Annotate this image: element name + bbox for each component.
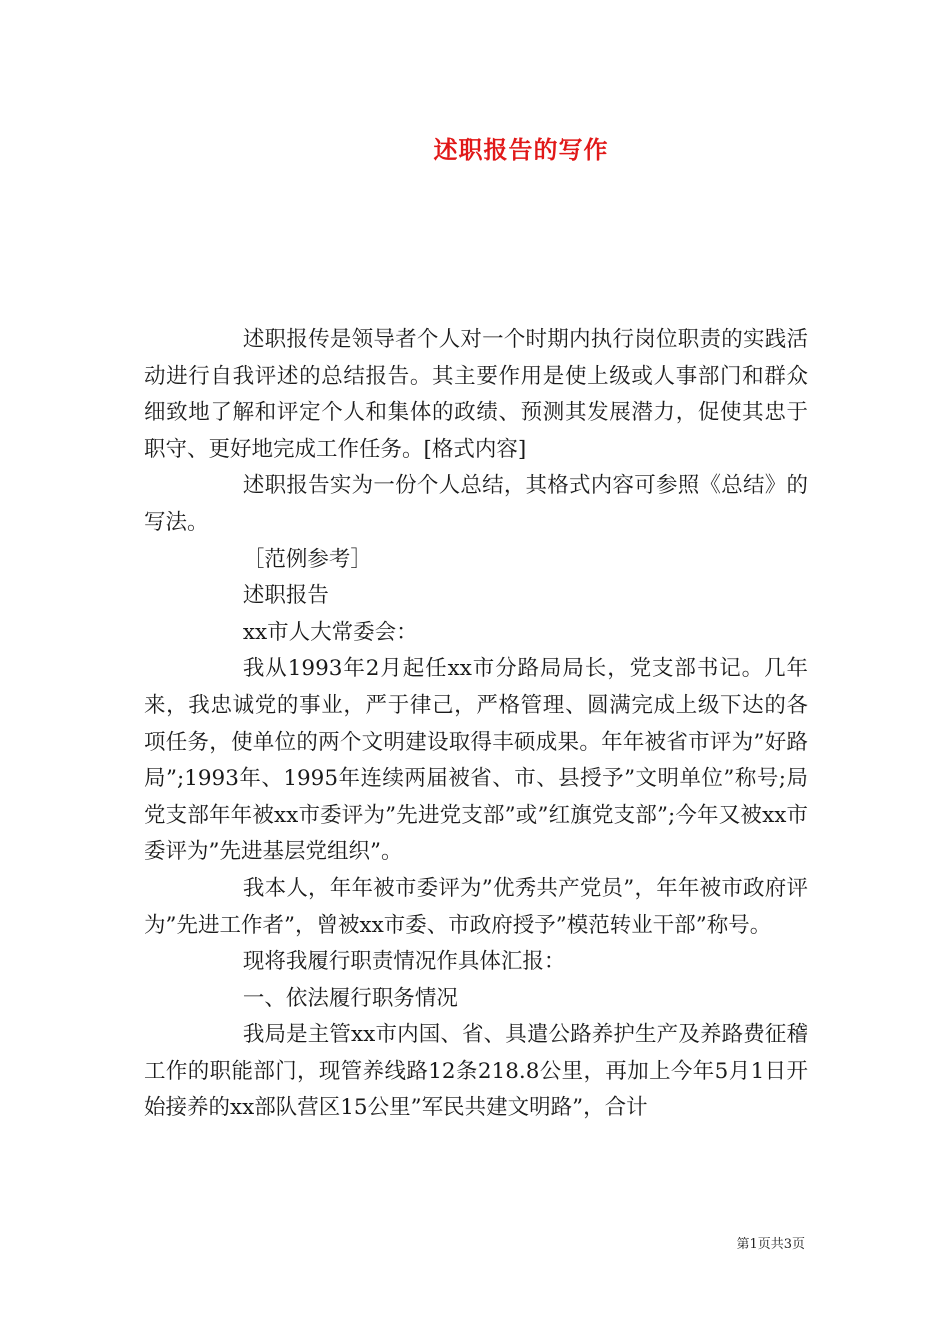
paragraph-intro: 述职报传是领导者个人对一个时期内执行岗位职责的实践活动进行自我评述的总结报告。其主要作用是使上级或人事部门和群众细致地了解和评定个人和集体的政绩、预测其发展潜力，促使其忠于职守、更好地完成工作任务。[格式内容] <box>144 327 808 462</box>
paragraph-report-title: 述职报告 <box>242 583 329 609</box>
paragraph-report-intro: 现将我履行职责情况作具体汇报： <box>242 949 566 975</box>
paragraph-example-heading: ［范例参考］ <box>242 546 372 572</box>
paragraph-duties: 我局是主管xx市内国、省、具遣公路养护生产及养路费征稽工作的职能部门，现管养线路12条218.8公里，再加上今年5月1日开始接养的xx部队营区15公里”军民共建文明路”，合计 <box>144 1022 808 1121</box>
paragraph-background: 我从1993年2月起任xx市分路局局长，党支部书记。几年来，我忠诚党的事业，严于律己，严格管理、圆满完成上级下达的各项任务，使单位的两个文明建设取得丰硕成果。年年被省市评为”好路局”;1993年、1995年连续两届被省、市、县授予”文明单位”称号;局党支部年年被xx市委评为”先进党支部”或”红旗党支部”;今年又被xx市委评为”先进基层党组织”。 <box>144 656 808 865</box>
paragraph-salutation: xx市人大常委会： <box>242 619 418 645</box>
paragraph-honors: 我本人，年年被市委评为”优秀共产党员”，年年被市政府评为”先进工作者”，曾被xx市委、市政府授予”模范转业干部”称号。 <box>144 875 808 938</box>
paragraph-format: 述职报告实为一份个人总结，其格式内容可参照《总结》的写法。 <box>144 473 808 535</box>
paragraph-section-heading: 一、依法履行职务情况 <box>242 985 458 1011</box>
document-title: 述职报告的写作 <box>433 135 609 164</box>
page-number: 第1页共3页 <box>736 1237 805 1252</box>
document-body <box>144 322 808 1127</box>
